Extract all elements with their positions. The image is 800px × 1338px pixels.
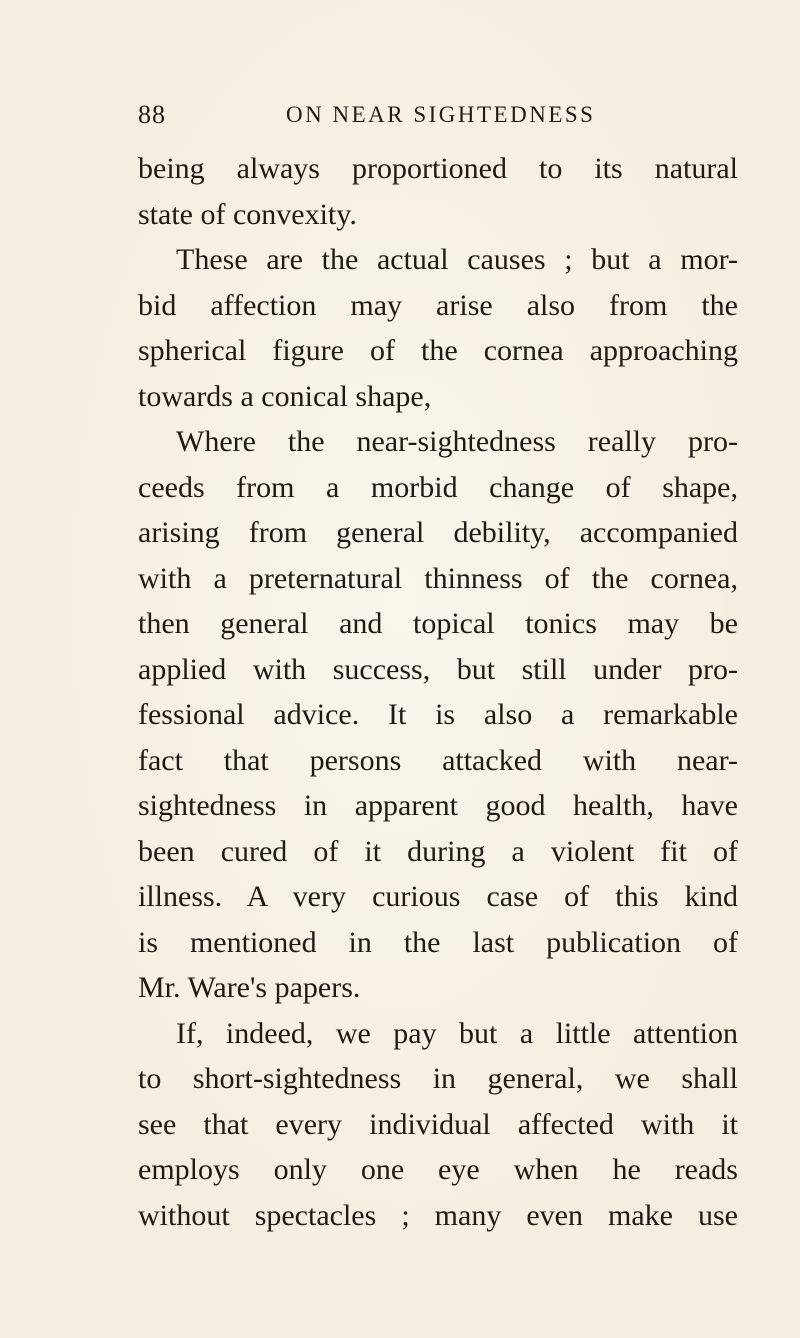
page-number: 88: [138, 100, 166, 129]
text-line: with a preternatural thinness of the cornea,: [138, 561, 738, 595]
text-line: spherical figure of the cornea approaching: [138, 334, 738, 367]
text-line: being always proportioned to its natural: [138, 152, 738, 185]
text-line: If, indeed, we pay but a little attention: [176, 1016, 738, 1050]
text-line: fact that persons attacked with near-: [138, 743, 738, 777]
page-header: [138, 100, 738, 140]
text-line: see that every individual affected with it: [138, 1107, 738, 1141]
text-line: ceeds from a morbid change of shape,: [138, 470, 738, 504]
text-line: then general and topical tonics may be: [138, 607, 738, 640]
text-line: employs only one eye when he reads: [138, 1153, 738, 1186]
text-line: arising from general debility, accompanied: [138, 516, 738, 549]
text-line: towards a conical shape,: [138, 379, 432, 413]
text-line: bid affection may arise also from the: [138, 288, 738, 322]
text-line: to short-sightedness in general, we shall: [138, 1062, 738, 1095]
text-line: applied with success, but still under pro-: [138, 652, 738, 686]
text-line: Mr. Ware's papers.: [138, 971, 361, 1004]
running-head: ON NEAR SIGHTEDNESS: [286, 102, 596, 127]
text-line: been cured of it during a violent fit of: [138, 834, 738, 868]
text-line: state of convexity.: [138, 197, 357, 231]
text-line: illness. A very curious case of this kind: [138, 880, 738, 913]
text-line: is mentioned in the last publication of: [138, 925, 738, 959]
text-line: Where the near-sightedness really pro-: [176, 425, 738, 458]
text-line: These are the actual causes ; but a mor-: [176, 243, 738, 276]
text-line: fessional advice. It is also a remarkable: [138, 698, 738, 731]
text-line: without spectacles ; many even make use: [138, 1198, 738, 1232]
body-text: [138, 146, 738, 1238]
text-line: sightedness in apparent good health, have: [138, 789, 738, 822]
